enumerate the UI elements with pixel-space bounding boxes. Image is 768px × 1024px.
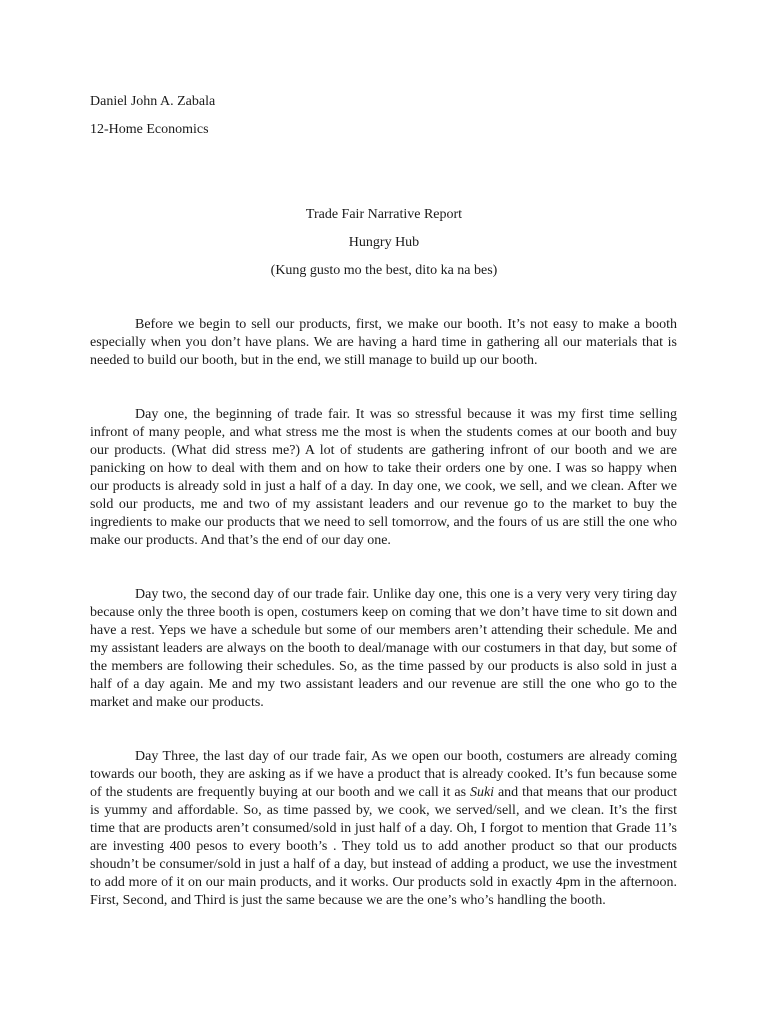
day-three-text-end: and that means that our product is yummy and affordable. So, as time passed by, we cook, we served/sell, and we clean. It’s the first time that are products aren’t consumed/sold in just half of a day. Oh, I forgot to mention that Grade 11’s are investing 400 pesos to every booth’s . They told us to add another product so that our products shoudn’t be consumer/sold in just a half of a day, but instead of adding a product, we use the investment to add more of it on our main products, and it works. Our products sold in exactly 4pm in the afternoon. First, Second, and Third is just the same because we are the one’s who’s handling the booth. [90, 785, 677, 908]
paragraph-day-one: Day one, the beginning of trade fair. It was so stressful because it was my first time selling infront of many people, and what stress me the most is when the students comes at our booth and buy our products. (What did stress me?) A lot of students are gathering infront of our booth and we are panicking on how to deal with them and on how to take their orders one by one. I was so happy when our products is already sold in just a half of a day. In day one, we cook, we sell, and we clean. After we sold our products, me and two of my assistant leaders and our revenue go to the market to buy the ingredients to make our products that we need to sell tomorrow, and the fours of us are still the one who make our products. And that’s the end of our day one. [90, 407, 677, 548]
day-three-text-start: Day Three, the last day of our trade fair, As we open our booth, costumers are already coming towards our booth, they are asking as if we have a product that is already cooked. It’s fun because some of the students are frequently buying at our booth and we call it as [90, 749, 677, 800]
paragraph-day-three [90, 748, 677, 910]
business-name: Hungry Hub [348, 235, 420, 250]
suki-term: Suki [469, 785, 495, 800]
paragraph-day-two: Day two, the second day of our trade fair. Unlike day one, this one is a very very very tiring day because only the three booth is open, costumers keep on coming that we don’t have time to sit down and have a rest. Yeps we have a schedule but some of our members aren’t attending their schedule. Me and my assistant leaders are always on the booth to deal/manage with our costumers in that day, but some of the members are following their schedules. So, as the time passed by our products is also sold in just a half of a day again. Me and my two assistant leaders and our revenue are still the one who go to the market and make our products. [90, 587, 677, 710]
report-title: Trade Fair Narrative Report [305, 207, 463, 222]
business-tagline: (Kung gusto mo the best, dito ka na bes) [270, 263, 498, 278]
author-name: Daniel John A. Zabala [90, 94, 216, 109]
section-name: 12-Home Economics [90, 122, 209, 137]
paragraph-booth-setup: Before we begin to sell our products, first, we make our booth. It’s not easy to make a booth especially when you don’t have plans. We are having a hard time in gathering all our materials that is needed to build our booth, but in the end, we still manage to build up our booth. [90, 317, 677, 368]
